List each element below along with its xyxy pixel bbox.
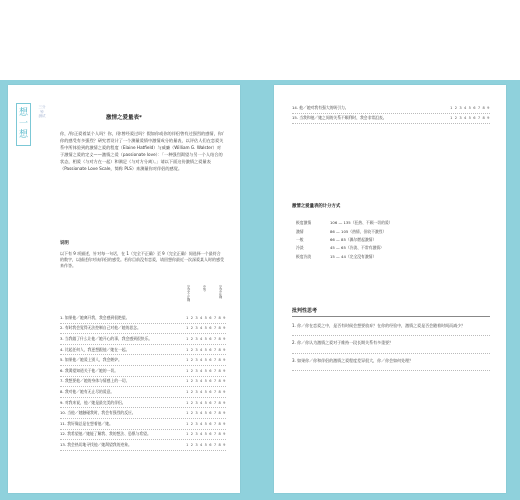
scoring-desc: 15 — 44（完全没有激情） — [330, 253, 377, 259]
item-text: 15. 当我和他／她之间的关系不顺利时，我会非常沮丧。 — [292, 115, 387, 121]
scoring-desc: 86 — 105（热情，但较不激烈） — [330, 228, 387, 234]
scoring-level: 激情 — [296, 228, 304, 234]
scale-items-left — [60, 313, 226, 451]
item-text: 11. 我好像总是在想着他／她。 — [60, 420, 113, 426]
item-text: 5. 如果他／她爱上别人，我会嫉妒。 — [60, 357, 122, 363]
answer-line[interactable] — [292, 347, 490, 354]
scale-header-mid: 中等 — [202, 285, 206, 292]
item-text: 12. 我希望他／她能了解我、我的想法、恐惧与希望。 — [60, 431, 151, 437]
scoring-desc: 45 — 65（冷淡、不常有激情） — [330, 245, 384, 251]
item-text: 7. 我想要他／她的身体与情感上的一切。 — [60, 378, 130, 384]
scoring-title: 激情之爱量表的计分方式 — [292, 204, 341, 209]
question-item — [292, 323, 490, 336]
scoring-row — [296, 227, 466, 235]
item-scale[interactable]: 1 2 3 4 5 6 7 8 9 — [186, 315, 226, 320]
page-title: 激情之爱量表* — [106, 115, 142, 121]
item-text: 9. 对我来说，他／她是最完美的伴侣。 — [60, 399, 126, 405]
scoring-level: 一般 — [296, 236, 304, 242]
scale-item — [60, 430, 226, 441]
item-scale[interactable]: 1 2 3 4 5 6 7 8 9 — [186, 442, 226, 447]
question-item — [292, 358, 490, 371]
item-scale[interactable]: 1 2 3 4 5 6 7 8 9 — [186, 368, 226, 373]
scoring-row — [296, 244, 466, 252]
item-text: 4. 比起任何人，我更想跟他／她在一起。 — [60, 346, 130, 352]
scale-item — [60, 440, 226, 451]
scale-item — [60, 419, 226, 430]
item-text: 8. 我对他／她有无止尽的爱意。 — [60, 388, 115, 394]
scoring-row — [296, 253, 466, 261]
side-tab: 想一想 — [16, 103, 31, 146]
item-text: 3. 当我做了什么让他／她开心的事，我会感到很快乐。 — [60, 335, 153, 341]
item-scale[interactable]: 1 2 3 4 5 6 7 8 9 — [186, 379, 226, 384]
side-note: 三分钟 测试 — [38, 105, 46, 118]
item-scale[interactable]: 1 2 3 4 5 6 7 8 9 — [450, 105, 490, 110]
question-text: 3. 如果你／你和伴侣的激情之爱程度差异很大，你／你会如何处理？ — [292, 357, 414, 363]
section-divider — [292, 316, 490, 317]
scale-item — [60, 345, 226, 356]
scale-item — [60, 408, 226, 419]
scale-item — [60, 334, 226, 345]
scoring-desc: 106 — 135（狂热、不顾一切的爱） — [330, 220, 393, 226]
item-scale[interactable]: 1 2 3 4 5 6 7 8 9 — [186, 326, 226, 331]
question-text: 2. 你／你认为激情之爱对于维持一段长期关系有多重要？ — [292, 340, 394, 346]
instructions-heading: 说明 — [60, 241, 69, 246]
scale-item — [60, 398, 226, 409]
instructions-text: 以下有 9 项描述，针对每一句话，在 1（完全不正确）至 9（完全正确）间选择一个最符合的数字，以描述你对该伴侣的感受。若你目前没有恋爱，请回想你最近一次深爱某人时的感受来作答。 — [60, 251, 224, 268]
scale-header-low: 完全不正确 — [186, 285, 190, 302]
critical-thinking-questions — [292, 323, 490, 375]
scoring-row — [296, 219, 466, 227]
answer-line[interactable] — [292, 364, 490, 371]
scale-item — [60, 313, 226, 324]
right-page — [274, 85, 506, 493]
item-text: 1. 如果他／她离开我，我会感到很绝望。 — [60, 314, 130, 320]
item-text: 6. 我渴望知道关于他／她的一切。 — [60, 367, 118, 373]
scale-item — [60, 366, 226, 377]
item-text: 2. 有时我会觉得无法控制自己对他／她的思念。 — [60, 325, 141, 331]
item-scale[interactable]: 1 2 3 4 5 6 7 8 9 — [186, 389, 226, 394]
question-item — [292, 340, 490, 353]
scoring-level: 极度激情 — [296, 220, 312, 226]
item-scale[interactable]: 1 2 3 4 5 6 7 8 9 — [186, 400, 226, 405]
scale-header — [186, 285, 222, 302]
critical-thinking-title: 批判性思考 — [292, 308, 318, 314]
item-scale[interactable]: 1 2 3 4 5 6 7 8 9 — [186, 432, 226, 437]
scale-item — [60, 324, 226, 335]
intro-paragraph: 你，/你正爱着某个人吗？你，/你曾经爱过吗？假如你或你的伴侣曾有过强烈的感情，你/你的感受有多强烈？研究者设计了一个测量爱情中激情成分的量表，以评估人们在恋爱关系中所体验到的激情之爱的程度（Elaine Hatfield）与威廉（William G. Walster）对于激情之爱的定义——激情之爱（passionate love）：「一种强烈渴望与另一个人结合的状态，相爱（与对方在一起）和满足（与对方分离）。」请以下面这份激情之爱量表（Passionate Love Scale，简称 PLS）来测量你对伴侣的感觉。 — [60, 131, 224, 171]
scale-item — [292, 103, 490, 114]
item-scale[interactable]: 1 2 3 4 5 6 7 8 9 — [186, 411, 226, 416]
scale-item — [292, 114, 490, 125]
scale-item — [60, 387, 226, 398]
item-text: 14. 他／她对我有强大的吸引力。 — [292, 104, 349, 110]
scale-header-high: 完全正确 — [218, 285, 222, 299]
scoring-table — [296, 219, 466, 261]
item-text: 10. 当他／她触碰我时，我会有强烈的反应。 — [60, 410, 136, 416]
answer-line[interactable] — [292, 329, 490, 336]
scale-item — [60, 355, 226, 366]
scoring-level: 冷淡 — [296, 245, 304, 251]
left-page — [8, 85, 240, 493]
scoring-row — [296, 236, 466, 244]
scale-items-right — [292, 103, 490, 124]
scale-item — [60, 377, 226, 388]
item-scale[interactable]: 1 2 3 4 5 6 7 8 9 — [186, 421, 226, 426]
item-scale[interactable]: 1 2 3 4 5 6 7 8 9 — [186, 358, 226, 363]
item-scale[interactable]: 1 2 3 4 5 6 7 8 9 — [450, 116, 490, 121]
scoring-level: 极度冷淡 — [296, 253, 312, 259]
question-text: 1. 你／你在恋爱之中，是否有时候会想要放弃？在你的经验中，激情之爱是否会随着时间而减少？ — [292, 323, 466, 328]
item-scale[interactable]: 1 2 3 4 5 6 7 8 9 — [186, 347, 226, 352]
item-text: 13. 我会热切地寻找他／她渴望我的迹象。 — [60, 441, 132, 447]
scoring-desc: 66 — 85（偶尔燃起激情） — [330, 236, 377, 242]
item-scale[interactable]: 1 2 3 4 5 6 7 8 9 — [186, 336, 226, 341]
